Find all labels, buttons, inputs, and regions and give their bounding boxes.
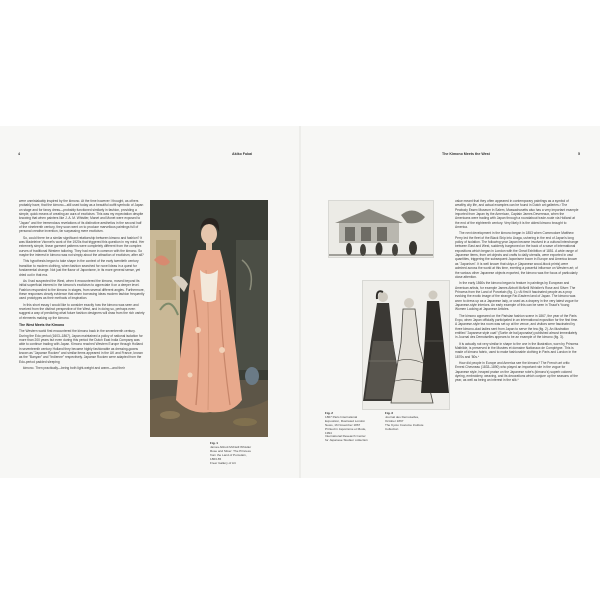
paragraph: kimono. Then practically—being both light-weight and warm—and their <box>23 366 125 371</box>
caption-line: The Kyoto Costume Institute <box>385 422 424 427</box>
caption-line: 1867 Paris International <box>325 414 358 419</box>
right-text-column <box>455 199 579 474</box>
caption-line: for Japanese Studies' collection <box>325 438 368 443</box>
paragraph: In this short essay I would like to consider exactly how the kimono was seen and received from the distinct perspective of the West, and in doing so, perhaps even suggest a way of predicting what future fashion designers will draw from the rich variety of elements making up the kimono. <box>19 302 145 320</box>
left-running-head: Akiko Fukai <box>232 152 253 156</box>
caption-line: October 1867 <box>385 418 404 423</box>
left-page-number: 4 <box>18 152 20 156</box>
paragraph: It is actually not very similar in shape to the one in the illustration, worn by Princess Mathilde, is preserved in the Musées et domaine Nationaux de Compiègne. This is made of kimono fabric, used to make fashionable clothing in Paris and London in the 1870s and '80s.⁴ <box>455 341 579 359</box>
book-spread <box>0 126 600 478</box>
figure-label: Fig. 2 <box>325 412 333 415</box>
figure-1-caption <box>210 442 282 482</box>
paragraph: were unmistakably inspired by the kimono. At the time however I thought, as others probably have, that the kimono—still used today as a beautiful outfit symbolic of Japan on stage and for fancy dress—probably functioned similarly in fashion, providing a simple, quick means of creating an aura of exoticism. This was my expectation despite knowing that when painters like J. A. M. Whistler, Manet and Monet were exposed to "Japan" and the tremendous revelations of its distinctive aesthetics in the second half of the nineteenth century, they soon went on to produce marvellous paintings full of personal creative invention, far surpassing mere exoticism. <box>19 199 144 234</box>
paragraph: So, could there be a similar significant relationship between kimono and fashion? It was Madeleine Vionnet's work of the 1920s that triggered this question in my mind. Her extremely simple, linear garment patterns were completely different from the complex curves of traditional Western tailoring. They had more in common with the kimono. So maybe the interest in kimono was not simply about the attraction of exoticism, after all? <box>19 235 145 258</box>
caption-line: 1994 <box>325 430 332 435</box>
right-page-number: 5 <box>578 152 580 156</box>
caption-line: Collection <box>385 426 399 431</box>
caption-line: Journal des Demoiselles, <box>385 414 420 419</box>
caption-line: News, 16 November 1867 <box>325 422 361 427</box>
figure-2-caption <box>325 412 377 472</box>
paragraph: This hypothesis began to take shape in the context of the early twentieth century transition to modern clothing, when fashion searched for novel ideas in a quest for fundamental change. Not just the flavor of Japonisme, in its more general sense, yet dried out in that era. <box>19 259 141 277</box>
caption-line: International Research Center <box>325 434 366 439</box>
caption-line: Printed in Japonisme et Mode, <box>325 426 367 431</box>
figure-label: Fig. 3 <box>385 412 393 415</box>
paragraph: The kimono appeared on the Parisian fashion scene in 1867, the year of the Paris Expo, when Japan officially participated in an international exposition for the first time. A Japanese-style tea room was set up at the venue, and visitors were fascinated by three kimono-clad ladies sent from Japan to serve the tea (fig. 2). An illustration entitled "Japanese style coat" (Sortie de bal japonaise) published almost immediately in Journal des Demoiselles appears to be an example of the kimono (fig. 3). <box>455 313 579 340</box>
paragraph: As I had suspected the West, when it encountered the kimono, moved beyond its initial superficial interest in the kimono's exoticism to appreciate it on a deeper level. Fashion responded to the kimono in stages, from several different angles. Furthermore, these responses clearly evidence that when borrowing ideas modern fashion frequently used prototypes as their methods of inspiration. <box>19 278 145 301</box>
caption-line: Freer Gallery of Art <box>210 460 236 465</box>
figure-label: Fig. 1 <box>210 442 218 445</box>
whistler-painting <box>150 200 268 437</box>
caption-line: 1863-65 <box>210 456 222 461</box>
caption-line: Rose and Silver: The Princess <box>210 448 251 453</box>
figure-3-caption <box>385 412 441 452</box>
book-gutter <box>299 126 301 478</box>
tea-house-engraving <box>328 200 434 258</box>
right-running-head: The Kimono Meets the West <box>442 152 490 156</box>
paragraph: The Western world first encountered the kimono back in the seventeenth century. During the Edo period (1603–1867), Japan maintained a policy of national isolation for more than 200 years but even during this period the Dutch East India Company was able to continue trading with Japan. Kimono reached Western Europe through Holland in seventeenth century Holland they became highly fashionable as dressing-gowns known as "Japanse Rocken" and similar items appeared in the UK and France, known as the "Banyan" and "Indienne" respectively. Japanse Rocken were adapted from the Edo-period padded sleeping <box>19 329 143 364</box>
paragraph: value meant that they often appeared in contemporary paintings as a symbol of wealthy city life, and actual examples can be found in Dutch art galleries.² The Peabody Essex Museum in Salem, Massachusetts also has a very important example imported from Japan by the American, Captain James Devereaux, when the Americans were trading with Japan through a roundabout trade-route via Holland at the end of the eighteenth century. Very likely it is the oldest kimono brought to America. <box>455 199 579 230</box>
paragraph: The next development in the kimono began in 1853 when Commodore Matthew Perry led the fleet of the Black Ship into Uraga, ushering in the end of Japan's long policy of isolation. The following year Japan became involved in a cultural interchange between East and West, suddenly burgeoned on the back of a wave of international expositions which began in London with the Great Exhibition of 1851. A wide range of Japanese items, from art objects and crafts to daily utensils, were exported in vast quantities, triggering the subsequent Japonisme boom in Europe and America known as "Japonism". It is well known that ukiyo-e (Japanese wood-block prints) were admired across the world at this time, exerting a powerful influence on Western art; of the various other Japanese objects exported, the kimono was the focus of particularly close attention. <box>455 231 579 279</box>
section-heading: The West Meets the Kimono <box>19 322 65 327</box>
paragraph: In the early 1860s the kimono began to feature in paintings by European and American artists, for example James Abbott McNeill Whistler's Rose and Silver: The Princess from the Land of Porcelain (fig. 1).³ At first it fascinated people as a prop evoking the exotic image of the strange Far-Eastern land of Japan. The kimono was worn to dress up as a Japanese lady, or used as a drapery in the very latest vogue for Japanese-style interiors. An early example of this can be seen in Tissot's Young Women Looking at Japanese Articles. <box>455 281 579 312</box>
caption-line: James Abbott McNeill Whistler <box>210 444 252 449</box>
caption-line: Exposition, Illustrated London <box>325 418 365 423</box>
paragraph: How did people in Europe and America see the kimono? The French art critic Ernest Chesneau (1833–1890) who played an important role in the vogue for Japanese style, heaped praise on the Japanese robe's (kimono's) superb colored dyeing, embroidery, weaving, and its decorations which conjure up the seasons of the year, as well as being an interest in the silk.⁵ <box>455 361 578 383</box>
fashion-plate-engraving <box>362 280 450 410</box>
caption-line: from the Land of Porcelain, <box>210 452 247 457</box>
left-text-column <box>19 199 145 474</box>
